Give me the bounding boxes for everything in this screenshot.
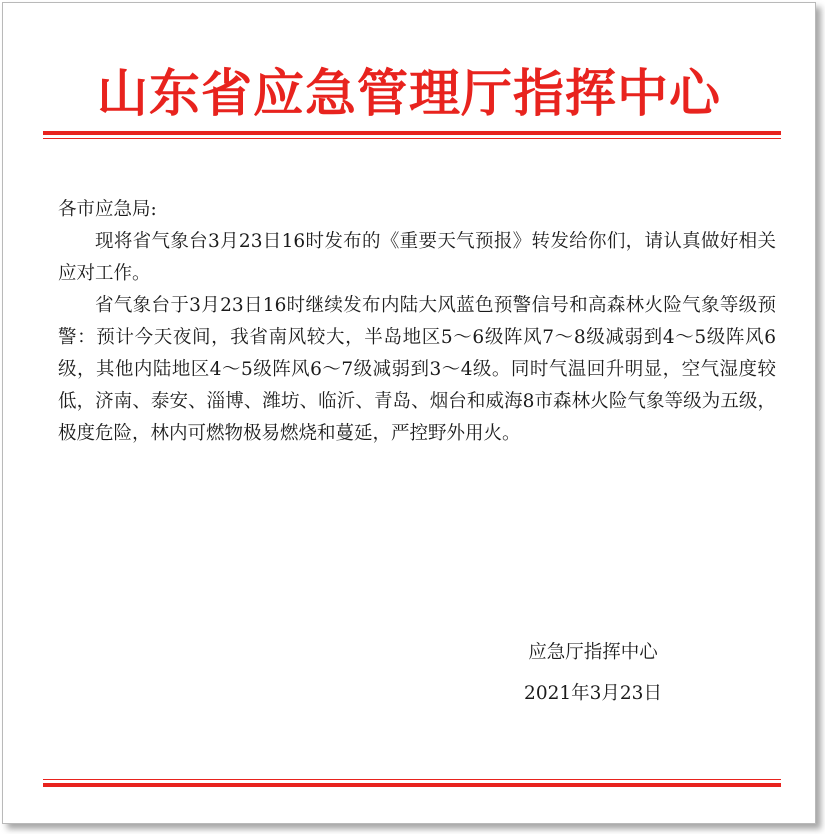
footer-rule-thin-line [43, 779, 781, 780]
footer-red-rule [43, 779, 781, 787]
header-rule-thin-line [43, 138, 781, 139]
signature-date: 2021年3月23日 [524, 683, 662, 704]
salutation: 各市应急局: [58, 199, 157, 220]
header-rule-thick-line [43, 131, 781, 135]
body-paragraph-1: 现将省气象台3月23日16时发布的《重要天气预报》转发给你们，请认真做好相关应对工作。 [58, 231, 776, 284]
document-page [2, 2, 816, 824]
document-header-title: 山东省应急管理厅指挥中心 [96, 65, 721, 124]
document-body [58, 194, 776, 450]
header-red-rule [43, 131, 781, 139]
signature-organization: 应急厅指挥中心 [528, 642, 658, 663]
body-paragraph-2: 省气象台于3月23日16时继续发布内陆大风蓝色预警信号和高森林火险气象等级预警：预计今天夜间，我省南风较大，半岛地区5～6级阵风7～8级减弱到4～5级阵风6级，其他内陆地区4～5级阵风6～7级减弱到3～4级。同时气温回升明显，空气湿度较低，济南、泰安、淄博、潍坊、临沂、青岛、烟台和威海8市森林火险气象等级为五级，极度危险，林内可燃物极易燃烧和蔓延，严控野外用火。 [58, 295, 776, 444]
footer-rule-thick-line [43, 783, 781, 787]
